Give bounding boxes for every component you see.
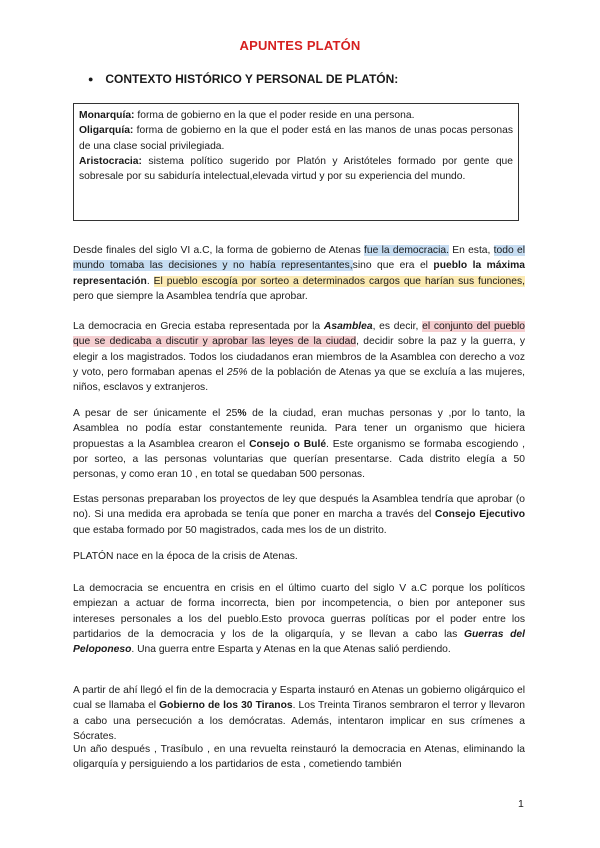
term-monarquia: Monarquía: xyxy=(79,110,135,121)
bold-term: Consejo o Bulé xyxy=(249,438,327,450)
paragraph-trasibulo: Un año después , Trasíbulo , en una revuelta reinstauró la democracia en Atenas, eliminando la oligarquía y persiguiendo a los partidarios de esta , cometiendo también xyxy=(73,744,525,771)
text-span: La democracia en Grecia estaba representada por la xyxy=(73,321,324,332)
text-span: Estas personas preparaban los proyectos de ley que después la Asamblea tendría que aprobar (o no). Si una medida era aprobada se tenía que poner en marcha a través del xyxy=(73,494,525,521)
section-heading-text: CONTEXTO HISTÓRICO Y PERSONAL DE PLATÓN: xyxy=(105,72,399,86)
text-aristocracia: sistema político sugerido por Platón y Aristóteles formado por gente que sobresale por su sabiduría intelectual,elevada virtud y por su experiencia del mundo. xyxy=(79,155,513,183)
section-heading xyxy=(88,72,398,86)
bullet-icon: ● xyxy=(88,74,94,84)
paragraph-consejo-bule xyxy=(73,406,525,482)
bold-term: Consejo Ejecutivo xyxy=(434,509,525,521)
paragraph-consejo-ejecutivo xyxy=(73,492,525,538)
text-span: pero que siempre la Asamblea tendría que aprobar. xyxy=(73,290,308,302)
text-span: de la ciudad, eran muchas personas y ,por lo tanto, la Asamblea no podía estar constantemente reunida. Para tener un organismo que hiciera propuestas a la Asamblea crearon el xyxy=(73,408,525,450)
text-span: , es decir, xyxy=(372,321,423,332)
paragraph-crisis xyxy=(73,581,525,657)
text-span: sino que era el xyxy=(352,260,434,272)
highlight-blue: todo el mundo tomaba las decisiones y no había representantes, xyxy=(73,245,525,272)
text-span: A pesar de ser únicamente el 25 xyxy=(73,408,238,419)
bold-italic-term: Asamblea xyxy=(323,321,373,332)
text-span: . Una guerra entre Esparta y Atenas en la que Atenas salió perdiendo. xyxy=(131,644,451,656)
text-span: A partir de ahí llegó el fin de la democracia y Esparta instauró en Atenas un gobierno oligárquico el cual se llamaba el xyxy=(73,685,525,712)
paragraph-democracia-atenas xyxy=(73,243,525,304)
text-oligarquia: forma de gobierno en la que el poder está en las manos de unas pocas personas de una clase social privilegiada. xyxy=(79,125,513,152)
text-span: . xyxy=(146,275,154,287)
bold-term: % xyxy=(237,408,247,419)
paragraph-platon-nace: PLATÓN nace en la época de la crisis de Atenas. xyxy=(73,551,298,562)
bold-italic-term: Guerras del Peloponeso xyxy=(73,628,525,656)
italic-term: 25% xyxy=(226,366,248,378)
text-monarquia: forma de gobierno en la que el poder reside en una persona. xyxy=(134,110,415,121)
paragraph-treinta-tiranos xyxy=(73,683,525,744)
text-span: En esta, xyxy=(448,245,494,256)
text-span: La democracia se encuentra en crisis en el último cuarto del siglo V a.C porque los políticos empiezan a actuar de forma incorrecta, bien por incompetencia, o bien por anteponer sus intereses personales a los del pueblo.Esto provoca guerras políticas por el poder entre los partidarios de la democracia y los de la oligarquía, y se llevan a cabo las xyxy=(73,583,525,640)
definition-oligarquia xyxy=(79,123,513,154)
text-span: de la población de Atenas ya que se excluía a las mujeres, niños, esclavos y extranjeros. xyxy=(73,366,525,394)
bold-term: pueblo la máxima representación xyxy=(73,260,525,287)
text-span: . Los Treinta Tiranos sembraron el terror y llevaron a cabo una persecución a los demócratas. Además, intentaron implicar en sus crímenes a Sócrates. xyxy=(73,700,526,742)
highlight-red: el conjunto del pueblo que se dedicaba a discutir y aprobar las leyes de la ciudad xyxy=(73,321,525,348)
text-span: . Este organismo se formaba escogiendo , por sorteo, a las personas voluntarias que querían presentarse. Cada distrito elegía a 50 personas, y como eran 10 , en total se quedaban 500 personas. xyxy=(73,438,525,481)
bold-term: Gobierno de los 30 Tiranos xyxy=(159,700,293,712)
page-number: 1 xyxy=(518,798,524,810)
definitions-box xyxy=(73,103,519,221)
text-span: , decidir sobre la paz y la guerra, y elegir a los magistrados. Todos los ciudadanos eran miembros de la Asamblea con derecho a voz y voto, pero formaban apenas el xyxy=(73,336,526,378)
highlight-yellow: El pueblo escogía por sorteo a determinados cargos que harían sus funciones, xyxy=(153,275,525,287)
text-span: que estaba formado por 50 magistrados, cada mes los de un distrito. xyxy=(73,524,387,536)
term-oligarquia: Oligarquía: xyxy=(79,125,134,137)
page-title: APUNTES PLATÓN xyxy=(239,38,361,53)
term-aristocracia: Aristocracia: xyxy=(79,155,142,167)
paragraph-asamblea xyxy=(73,319,525,395)
text-span: Desde finales del siglo VI a.C, la forma de gobierno de Atenas xyxy=(73,245,365,256)
definition-aristocracia xyxy=(79,154,513,185)
highlight-blue: fue la democracia. xyxy=(364,245,449,256)
definition-monarquia xyxy=(79,108,513,123)
